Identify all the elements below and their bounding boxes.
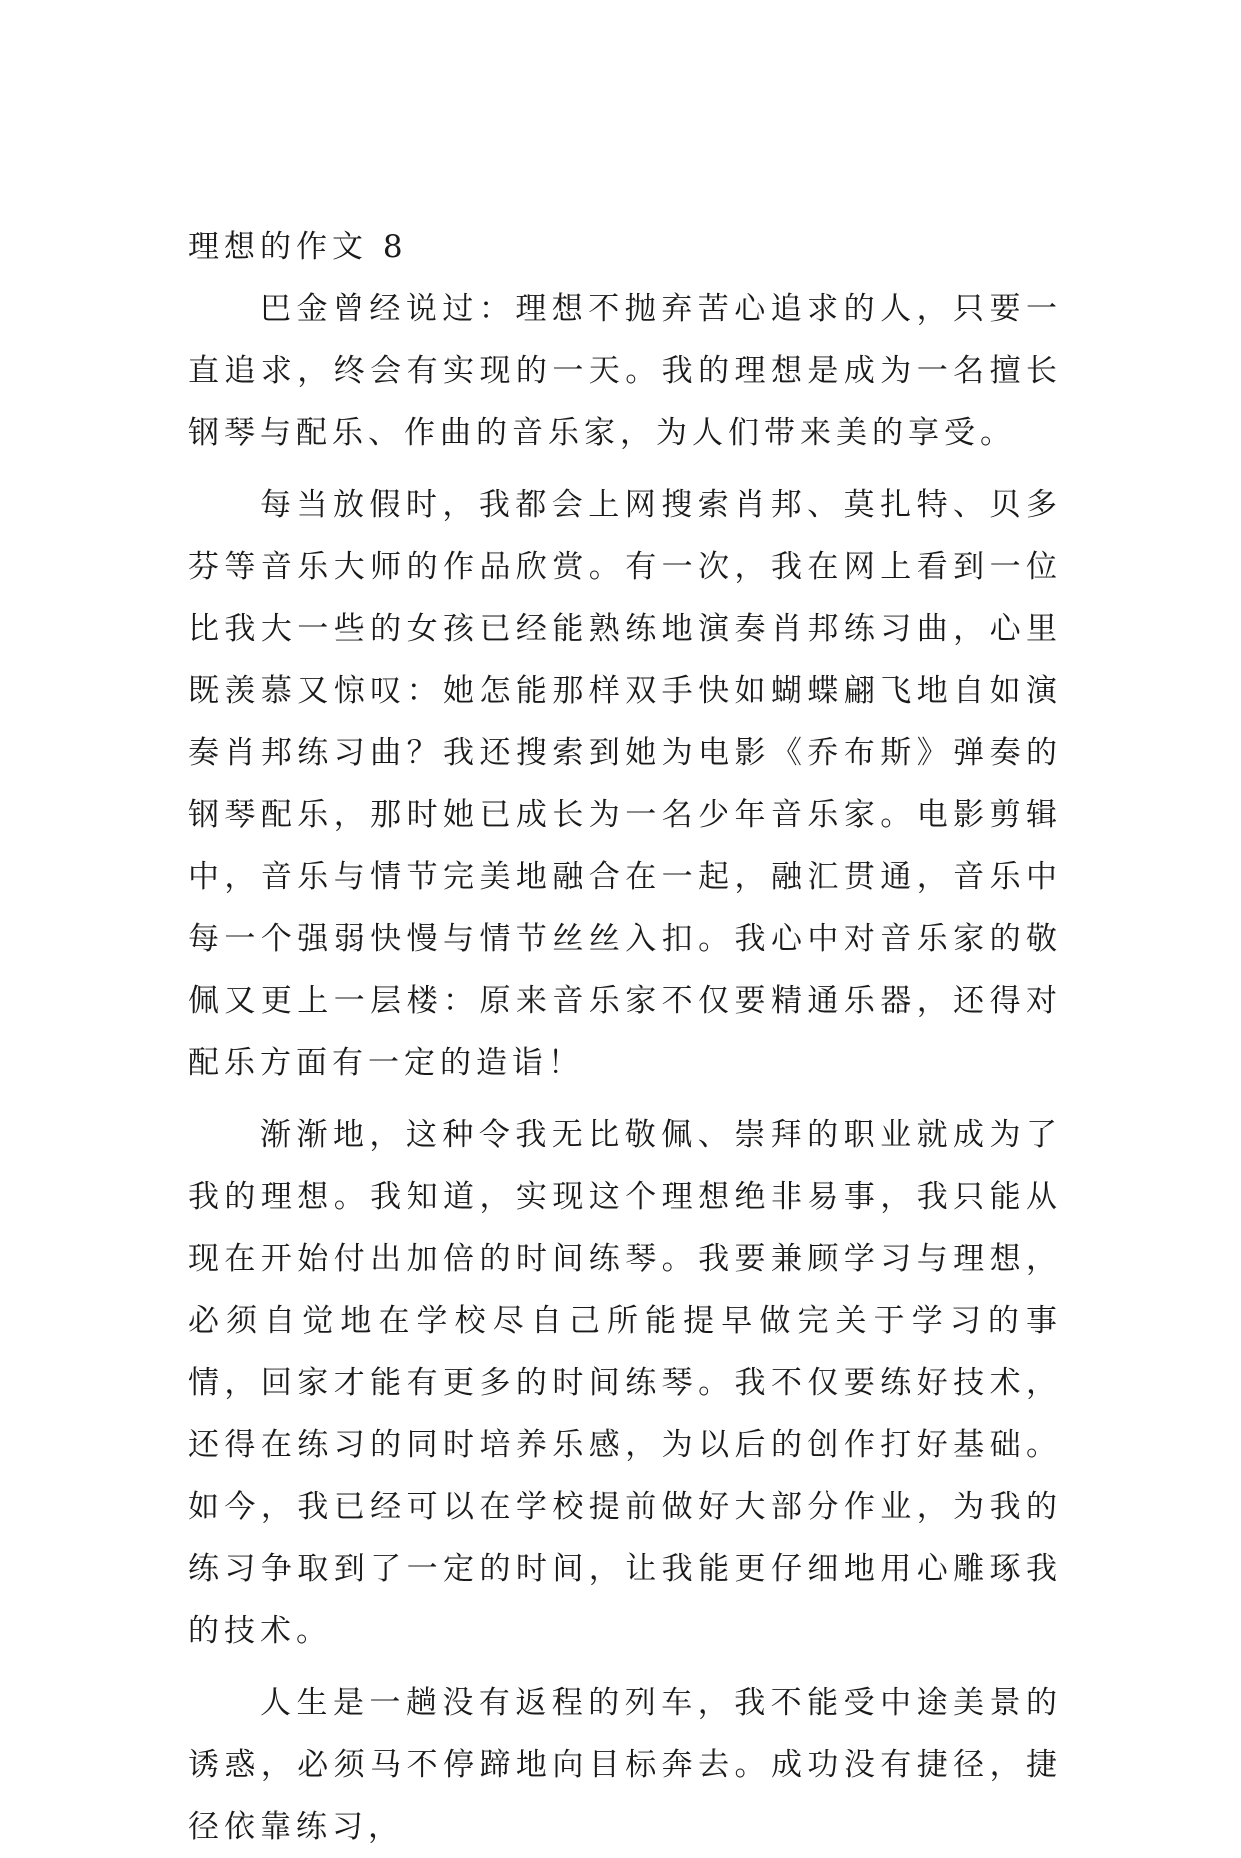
essay-title: 理想的作文 8 bbox=[188, 229, 408, 265]
essay-paragraph-3: 渐渐地，这种令我无比敬佩、崇拜的职业就成为了我的理想。我知道，实现这个理想绝非易事，我只能从现在开始付出加倍的时间练琴。我要兼顾学习与理想，必须自觉地在学校尽自己所能提早做完关于学习的事情，回家才能有更多的时间练琴。我不仅要练好技术，还得在练习的同时培养乐感，为以后的创作打好基础。如今，我已经可以在学校提前做好大部分作业，为我的练习争取到了一定的时间，让我能更仔细地用心雕琢我的技术。 bbox=[188, 1117, 1062, 1649]
essay-paragraph-2: 每当放假时，我都会上网搜索肖邦、莫扎特、贝多芬等音乐大师的作品欣赏。有一次，我在网上看到一位比我大一些的女孩已经能熟练地演奏肖邦练习曲，心里既羡慕又惊叹：她怎能那样双手快如蝴蝶翩飞地自如演奏肖邦练习曲？我还搜索到她为电影《乔布斯》弹奏的钢琴配乐，那时她已成长为一名少年音乐家。电影剪辑中，音乐与情节完美地融合在一起，融汇贯通，音乐中每一个强弱快慢与情节丝丝入扣。我心中对音乐家的敬佩又更上一层楼：原来音乐家不仅要精通乐器，还得对配乐方面有一定的造诣！ bbox=[188, 487, 1062, 1081]
essay-paragraph-1: 巴金曾经说过：理想不抛弃苦心追求的人，只要一直追求，终会有实现的一天。我的理想是成为一名擅长钢琴与配乐、作曲的音乐家，为人们带来美的享受。 bbox=[188, 291, 1062, 451]
essay-body bbox=[188, 216, 1062, 1858]
essay-paragraph-4: 人生是一趟没有返程的列车，我不能受中途美景的诱惑，必须马不停蹄地向目标奔去。成功没有捷径，捷径依靠练习， bbox=[188, 1685, 1062, 1845]
